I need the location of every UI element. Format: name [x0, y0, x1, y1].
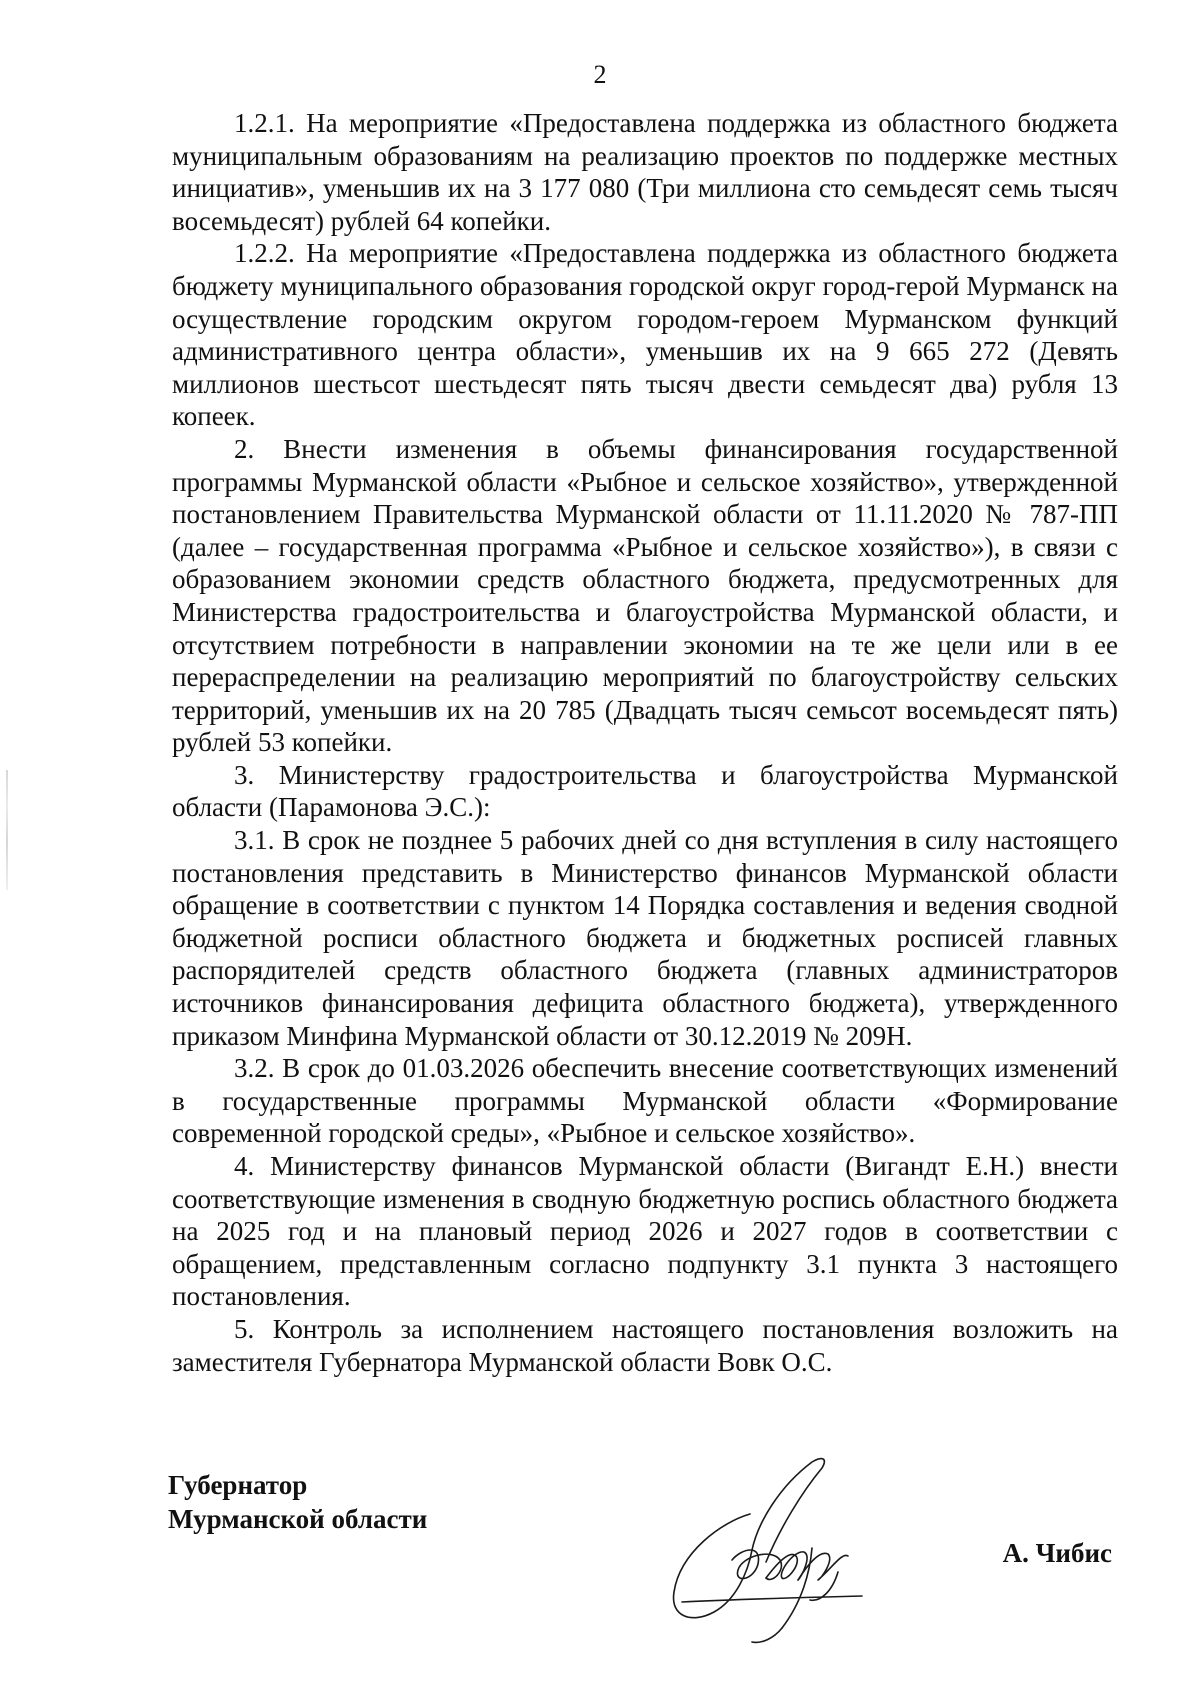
page-number: 2 — [593, 60, 607, 89]
signatory-title-line-2: Мурманской области — [168, 1504, 428, 1534]
scan-edge-mark — [6, 770, 8, 890]
paragraph-1-2-1: 1.2.1. На мероприятие «Предоставлена поддержка из областного бюджета муниципальным образованиям на реализацию проектов по поддержке местных инициатив», уменьшив их на 3 177 080 (Три миллиона сто семьдесят семь тысяч восемьдесят) рублей 64 копейки. — [172, 108, 1118, 236]
signature-block — [168, 1458, 1118, 1658]
signatory-name: А. Чибис — [1002, 1538, 1112, 1568]
paragraph-3: 3. Министерству градостроительства и благоустройства Мурманской области (Парамонова Э.С.): — [172, 759, 1118, 823]
paragraph-2: 2. Внести изменения в объемы финансирования государственной программы Мурманской области «Рыбное и сельское хозяйство», утвержденной постановлением Правительства Мурманской области от 11.11.2020 № 787-ПП (далее – государственная программа «Рыбное и сельское хозяйство»), в связи с образованием экономии средств областного бюджета, предусмотренных для Министерства градостроительства и благоустройства Мурманской области, и отсутствием потребности в направлении экономии на те же цели или в ее перераспределении на реализацию мероприятий по благоустройству сельских территорий, уменьшив их на 20 785 (Двадцать тысяч семьсот восемьдесят пять) рублей 53 копейки. — [172, 433, 1118, 758]
signatory-title-line-1: Губернатор — [168, 1470, 308, 1500]
paragraph-3-1: 3.1. В срок не позднее 5 рабочих дней со дня вступления в силу настоящего постановления представить в Министерство финансов Мурманской области обращение в соответствии с пунктом 14 Порядка составления и ведения сводной бюджетной росписи областного бюджета и бюджетных росписей главных распорядителей средств областного бюджета (главных администраторов источников финансирования дефицита областного бюджета), утвержденного приказом Минфина Мурманской области от 30.12.2019 № 209Н. — [172, 825, 1118, 1051]
document-body — [172, 107, 1118, 1378]
paragraph-1-2-2: 1.2.2. На мероприятие «Предоставлена поддержка из областного бюджета бюджету муниципального образования городской округ город-герой Мурманск на осуществление городским округом городом-героем Мурманском функций административного центра области», уменьшив их на 9 665 272 (Девять миллионов шестьсот шестьдесят пять тысяч двести семьдесят два) рубля 13 копеек. — [172, 238, 1118, 432]
handwritten-signature-icon — [662, 1452, 892, 1652]
signatory-title — [168, 1468, 427, 1536]
paragraph-4: 4. Министерству финансов Мурманской области (Вигандт Е.Н.) внести соответствующие изменения в сводную бюджетную роспись областного бюджета на 2025 год и на плановый период 2026 и 2027 годов в соответствии с обращением, представленным согласно подпункту 3.1 пункта 3 настоящего постановления. — [172, 1151, 1118, 1312]
paragraph-3-2: 3.2. В срок до 01.03.2026 обеспечить внесение соответствующих изменений в государственные программы Мурманской области «Формирование современной городской среды», «Рыбное и сельское хозяйство». — [172, 1053, 1118, 1149]
paragraph-5: 5. Контроль за исполнением настоящего постановления возложить на заместителя Губернатора Мурманской области Вовк О.С. — [172, 1313, 1118, 1377]
